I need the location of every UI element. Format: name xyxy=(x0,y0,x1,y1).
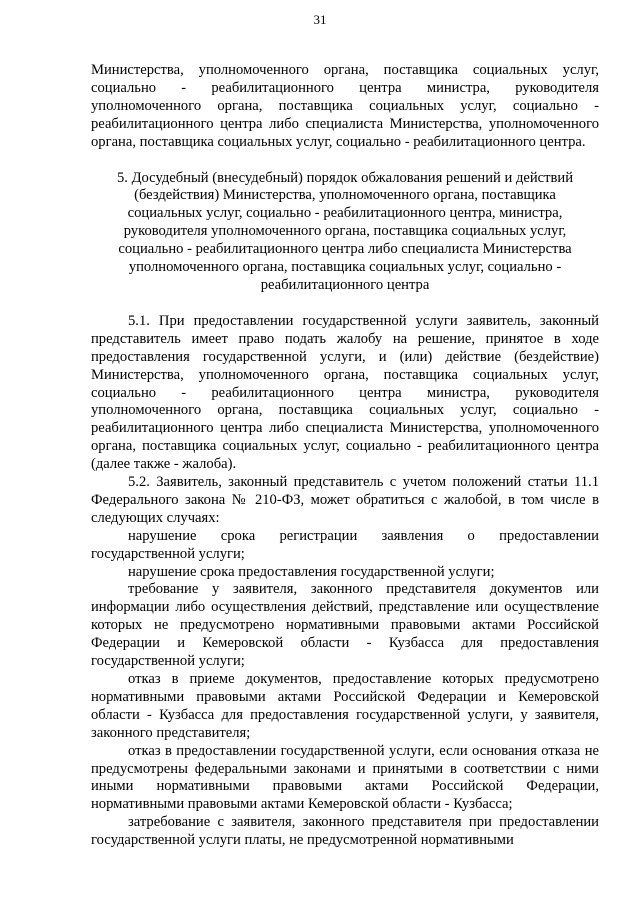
list-item-case-6: затребование с заявителя, законного представителя при предоставлении государственной услуги платы, не предусмотренной нормативными xyxy=(91,814,599,849)
list-item-case-2: нарушение срока предоставления государственной услуги; xyxy=(128,563,495,580)
list-item-case-1: нарушение срока регистрации заявления о предоставлении государственной услуги; xyxy=(91,527,599,562)
list-item-case-5: отказ в предоставлении государственной услуги, если основания отказа не предусмотрены федеральными законами и принятыми в соответствии с ними иными нормативными правовыми актами Российской Федерации, нормативными правовыми актами Кемеровской области - Кузбасса; xyxy=(91,742,599,813)
paragraph-continuation: Министерства, уполномоченного органа, поставщика социальных услуг, социально - реабилитационного центра министра, руководителя уполномоченного органа, поставщика социальных услуг, социально - реабилитационного центра либо специалиста Министерства, уполномоченного органа, поставщика социальных услуг, социально - реабилитационного центра. xyxy=(91,62,599,150)
paragraph-5-2: 5.2. Заявитель, законный представитель с учетом положений статьи 11.1 Федерального закона № 210-ФЗ, может обратиться с жалобой, в том числе в следующих случаях: xyxy=(91,474,599,526)
paragraph-5-1: 5.1. При предоставлении государственной услуги заявитель, законный представитель имеет право подать жалобу на решение, принятое в ходе предоставления государственной услуги, и (или) действие (бездействие) Министерства, уполномоченного органа, поставщика социальных услуг, социально - реабилитационного центра министра, руководителя уполномоченного органа, поставщика социальных услуг, социально - реабилитационного центра либо специалиста Министерства, уполномоченного органа, поставщика социальных услуг, социально - реабилитационного центра (далее также - жалоба). xyxy=(91,312,599,473)
document-body xyxy=(91,62,599,850)
list-item-case-4: отказ в приеме документов, предоставление которых предусмотрено нормативными правовыми актами Российской Федерации и Кемеровской области - Кузбасса для предоставления государственной услуги, у заявителя, законного представителя; xyxy=(91,671,599,741)
page-number: 31 xyxy=(313,12,327,27)
list-item-case-3: требование у заявителя, законного представителя документов или информации либо осуществления действий, представление или осуществление которых не предусмотрено нормативными правовыми актами Российской Федерации и Кемеровской области - Кузбасса для предоставления государственной услуги; xyxy=(91,581,599,670)
section-heading: 5. Досудебный (внесудебный) порядок обжалования решений и действий (бездействия) Министерства, уполномоченного органа, поставщика социальных услуг, социально - реабилитационного центра, министра, руководителя уполномоченного органа, поставщика социальных услуг, социально - реабилитационного центра либо специалиста Министерства уполномоченного органа, поставщика социальных услуг, социально - реабилитационного центра xyxy=(116,169,574,293)
